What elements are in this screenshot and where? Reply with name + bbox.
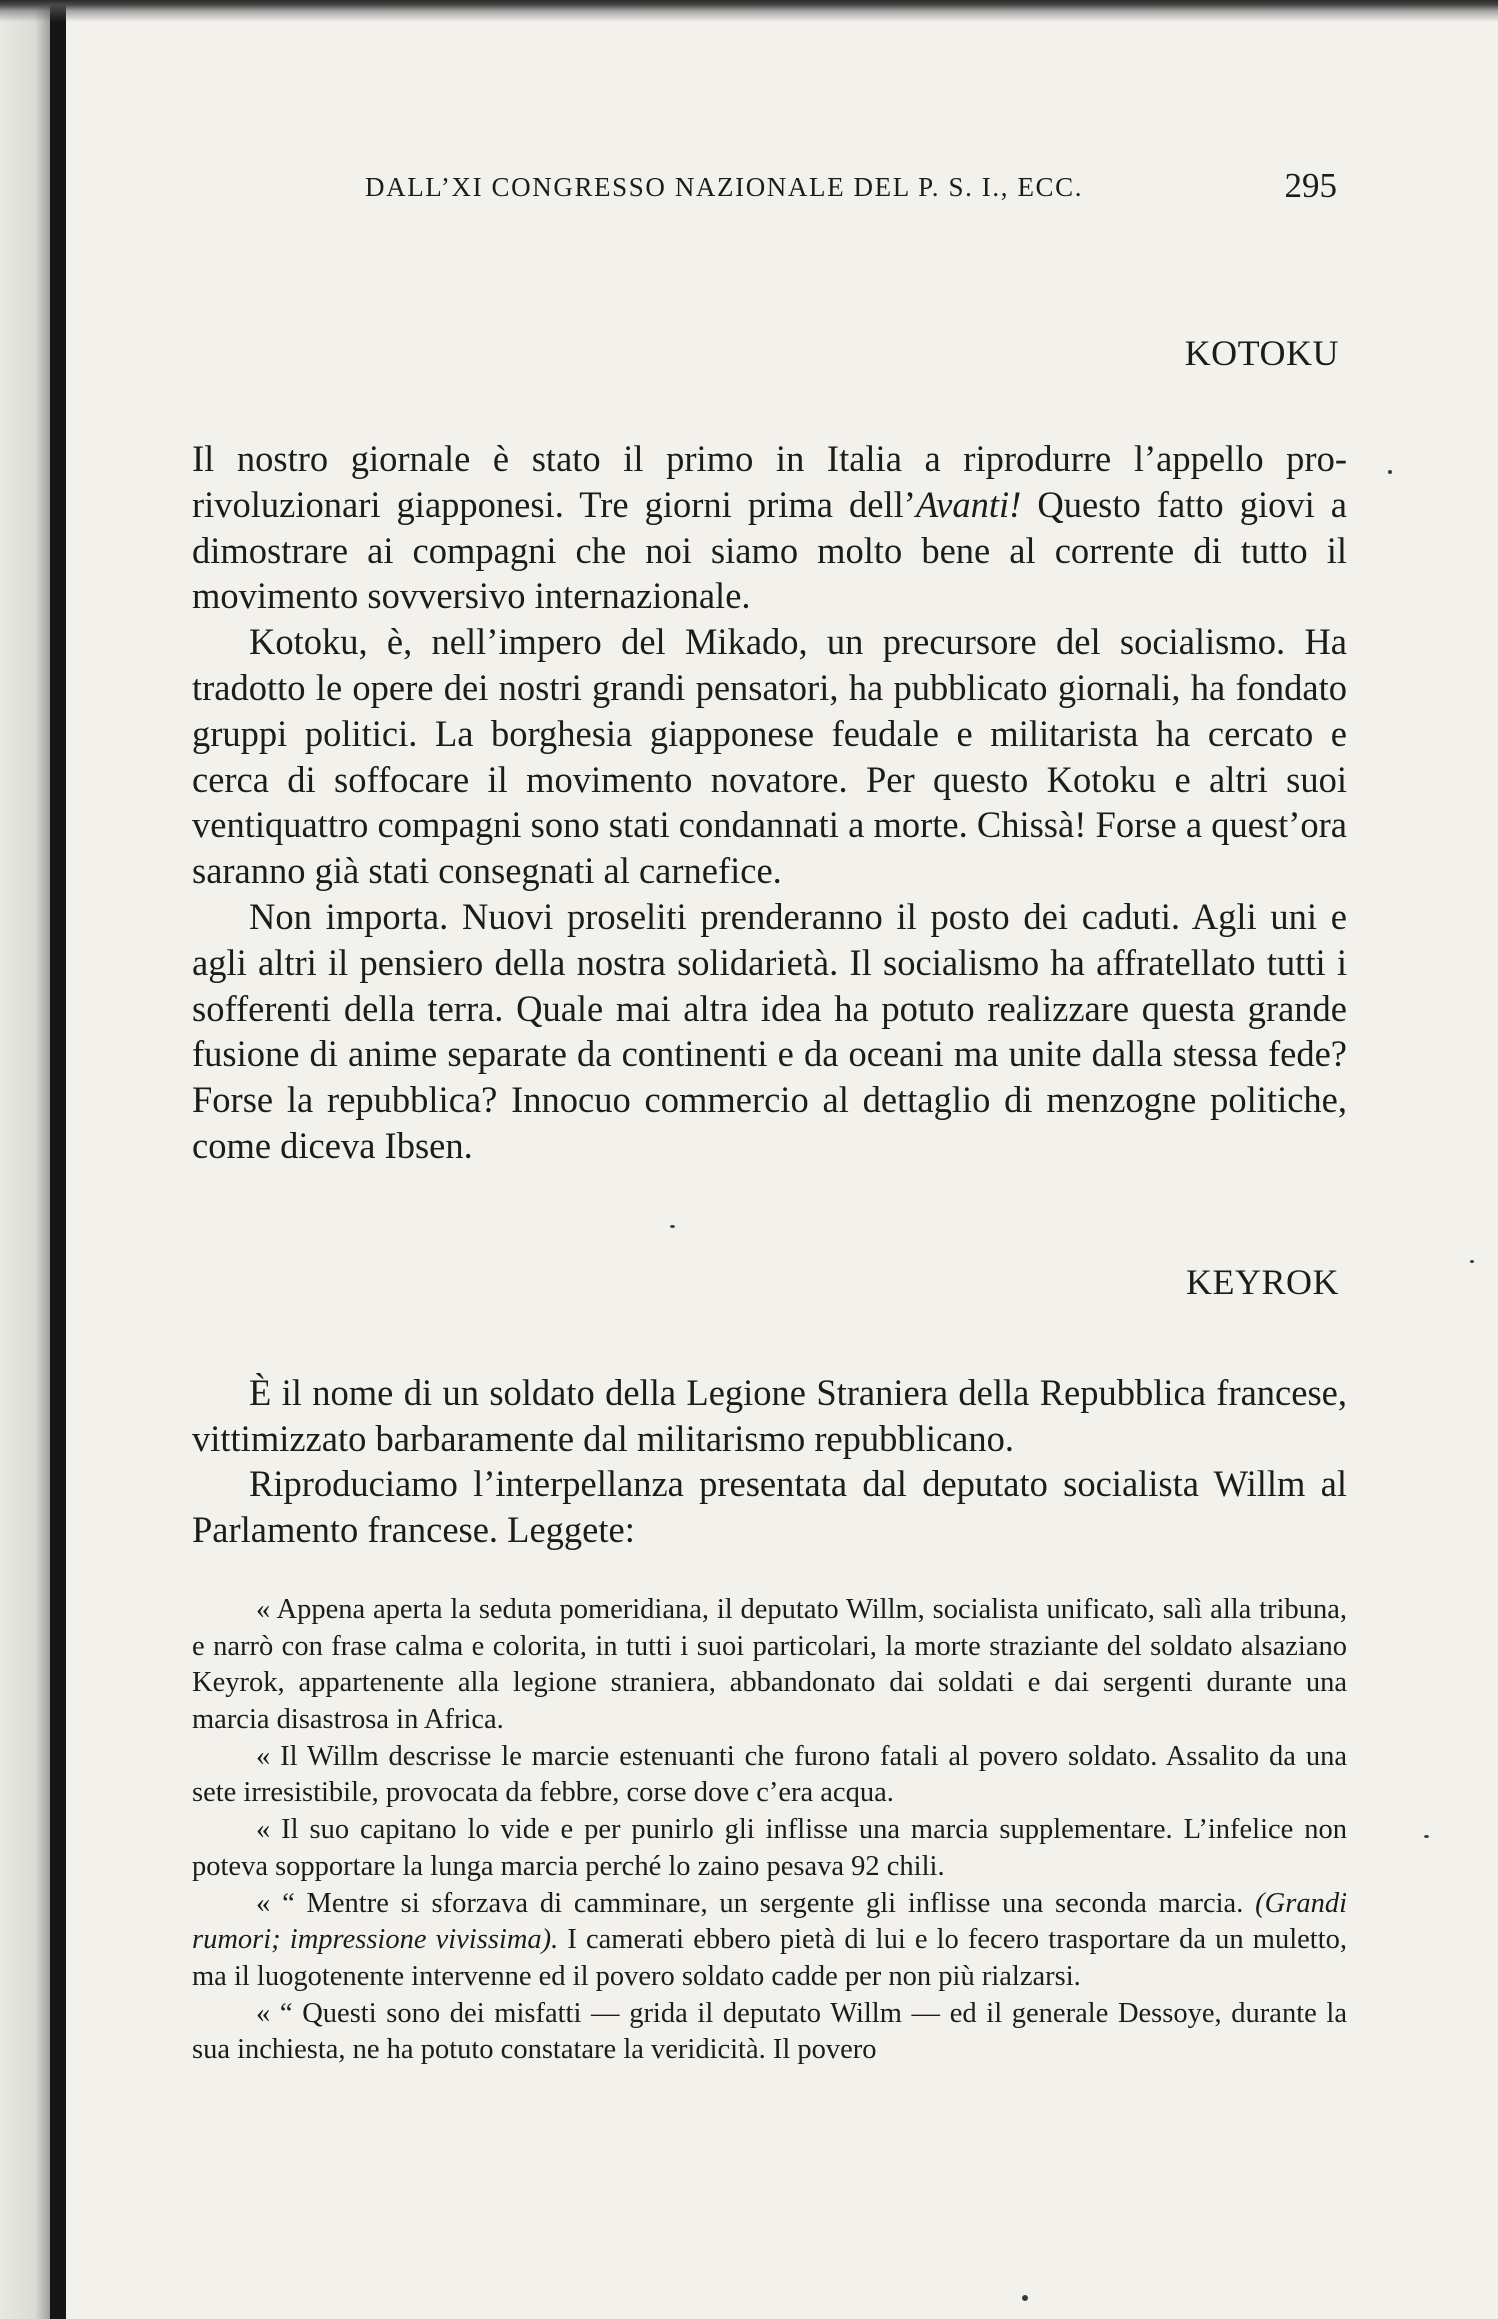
page-number: 295 — [1284, 166, 1337, 205]
paragraph-text: Questo fatto giovi a dimostrare ai compagni che noi siamo molto bene al corrente di tutto il movimento sovversivo internazionale. — [192, 483, 1347, 617]
book-page — [192, 160, 1347, 2069]
newspaper-title: Avanti! — [915, 483, 1022, 525]
section-title: KEYROK — [1186, 1261, 1339, 1302]
quote-text: « “ Mentre si sforzava di camminare, un sergente gli inflisse una seconda marcia. — [256, 1887, 1256, 1919]
stage-direction: (Grandi rumori; impressione vivissima). — [192, 1887, 1347, 1956]
binding-shadow — [0, 0, 50, 2319]
section-keyrok — [192, 1261, 1347, 2069]
section-title: KOTOKU — [1184, 333, 1339, 373]
scan-speck — [1424, 1835, 1429, 1838]
quote-paragraph — [192, 1886, 1347, 1996]
paragraph: Non importa. Nuovi proseliti prenderanno il posto dei caduti. Agli uni e agli altri il pensiero della nostra solidarietà. Il socialismo ha affratellato tutti i sofferenti della terra. Quale mai altra idea ha potuto realizzare questa grande fusione di anime separate da continenti e da oceani ma unite dalla stessa fede? Forse la repubblica? Innocuo commercio al dettaglio di menzogne politiche, come diceva Ibsen. — [192, 895, 1347, 1166]
binding-edge — [50, 0, 66, 2319]
paragraph: Riproduciamo l’interpellanza presentata dal deputato socialista Willm al Parlamento francese. Leggete: — [192, 1463, 1347, 1551]
quote-paragraph: « Il Willm descrisse le marcie estenuanti che furono fatali al povero soldato. Assalito da una sete irresistibile, provocata da febbre, corse dove c’era acqua. — [192, 1740, 1347, 1809]
paragraph: È il nome di un soldato della Legione Straniera della Repubblica francese, vittimizzato barbaramente dal militarismo repubblicano. — [192, 1371, 1347, 1459]
paragraph: Kotoku, è, nell’impero del Mikado, un precursore del socialismo. Ha tradotto le opere dei nostri grandi pensatori, ha pubblicato giornali, ha fondato gruppi politici. La borghesia giapponese feudale e militarista ha cercato e cerca di soffocare il movimento novatore. Per questo Kotoku e altri suoi ventiquattro compagni sono stati condannati a morte. Chissà! Forse a quest’ora saranno già stati consegnati al carnefice. — [192, 621, 1347, 892]
scan-top-edge — [0, 0, 1498, 22]
quote-paragraph: « Appena aperta la seduta pomeridiana, il deputato Willm, socialista unificato, salì alla tribuna, e narrò con frase calma e colorita, in tutti i suoi particolari, la morte straziante del soldato alsaziano Keyrok, appartenente alla legione straniera, abbandonato dai soldati e dai sergenti durante una marcia disastrosa in Africa. — [192, 1593, 1347, 1736]
running-title: DALL’XI CONGRESSO NAZIONALE DEL P. S. I., ECC. — [365, 172, 1084, 202]
scan-speck — [1022, 2295, 1028, 2301]
scan-speck — [1388, 470, 1392, 474]
paragraph-text: Il nostro giornale è stato il primo in Italia a riprodurre l’appello prorivoluzionari giapponesi. Tre giorni prima dell’ — [192, 438, 1347, 525]
running-head — [192, 160, 1347, 220]
paragraph — [192, 436, 1347, 619]
quote-paragraph: « Il suo capitano lo vide e per punirlo gli inflisse una marcia supplementare. L’infelice non poteva sopportare la lunga marcia perché lo zaino pesava 92 chili. — [192, 1814, 1347, 1882]
quotation-block — [192, 1592, 1347, 2069]
section-kotoku — [192, 332, 1347, 1169]
quote-paragraph: « “ Questi sono dei misfatti — grida il deputato Willm — ed il generale Dessoye, durante la sua inchiesta, ne ha potuto constatare la veridicità. Il povero — [192, 1997, 1347, 2066]
scan-speck — [1470, 1260, 1474, 1263]
quote-text: I camerati ebbero pietà di lui e lo fecero trasportare da un muletto, ma il luogotenente intervenne ed il povero soldato cadde per non più rialzarsi. — [192, 1924, 1347, 1992]
